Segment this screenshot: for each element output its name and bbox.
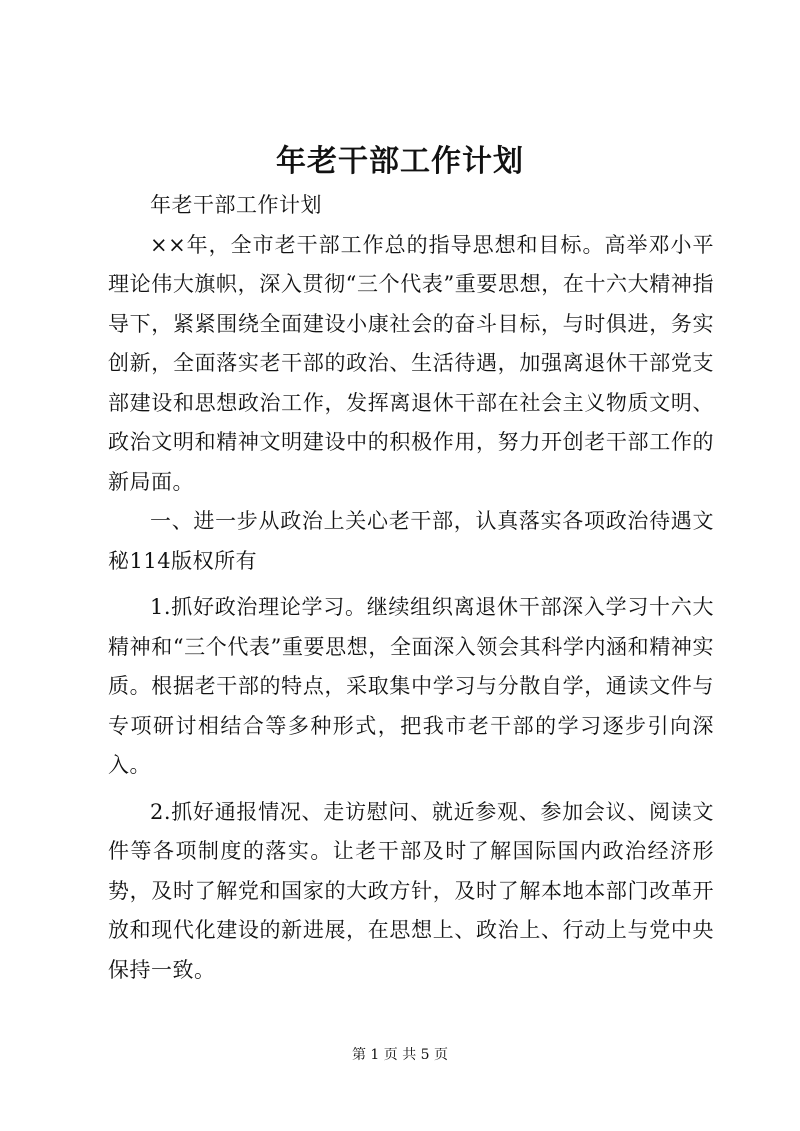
page-footer: 第 1 页 共 5 页 — [351, 1047, 449, 1063]
paragraph-item-one: 1.抓好政治理论学习。继续组织离退休干部深入学习十六大精神和“三个代表”重要思想，全面深入领会其科学内涵和精神实质。根据老干部的特点，采取集中学习与分散自学，通读文件与专项研讨相结合等多种形式，把我市老干部的学习逐步引向深入。 — [108, 595, 714, 777]
paragraph-item-two: 2.抓好通报情况、走访慰问、就近参观、参加会议、阅读文件等各项制度的落实。让老干部及时了解国际国内政治经济形势，及时了解党和国家的大政方针，及时了解本地本部门改革开放和现代化建设的新进展，在思想上、政治上、行动上与党中央保持一致。 — [108, 799, 714, 982]
paragraph-subtitle: 年老干部工作计划 — [150, 193, 322, 217]
paragraph-guiding-thought: ××年，全市老干部工作总的指导思想和目标。高举邓小平理论伟大旗帜，深入贯彻“三个代表”重要思想，在十六大精神指导下，紧紧围绕全面建设小康社会的奋斗目标，与时俱进，务实创新，全面落实老干部的政治、生活待遇，加强离退休干部党支部建设和思想政治工作，发挥离退休干部在社会主义物质文明、政治文明和精神文明建设中的积极作用，努力开创老干部工作的新局面。 — [108, 232, 714, 494]
paragraph-section-one-heading: 一、进一步从政治上关心老干部，认真落实各项政治待遇文秘114版权所有 — [108, 509, 714, 573]
document-body — [108, 186, 714, 990]
document-title: 年老干部工作计划 — [276, 144, 524, 179]
